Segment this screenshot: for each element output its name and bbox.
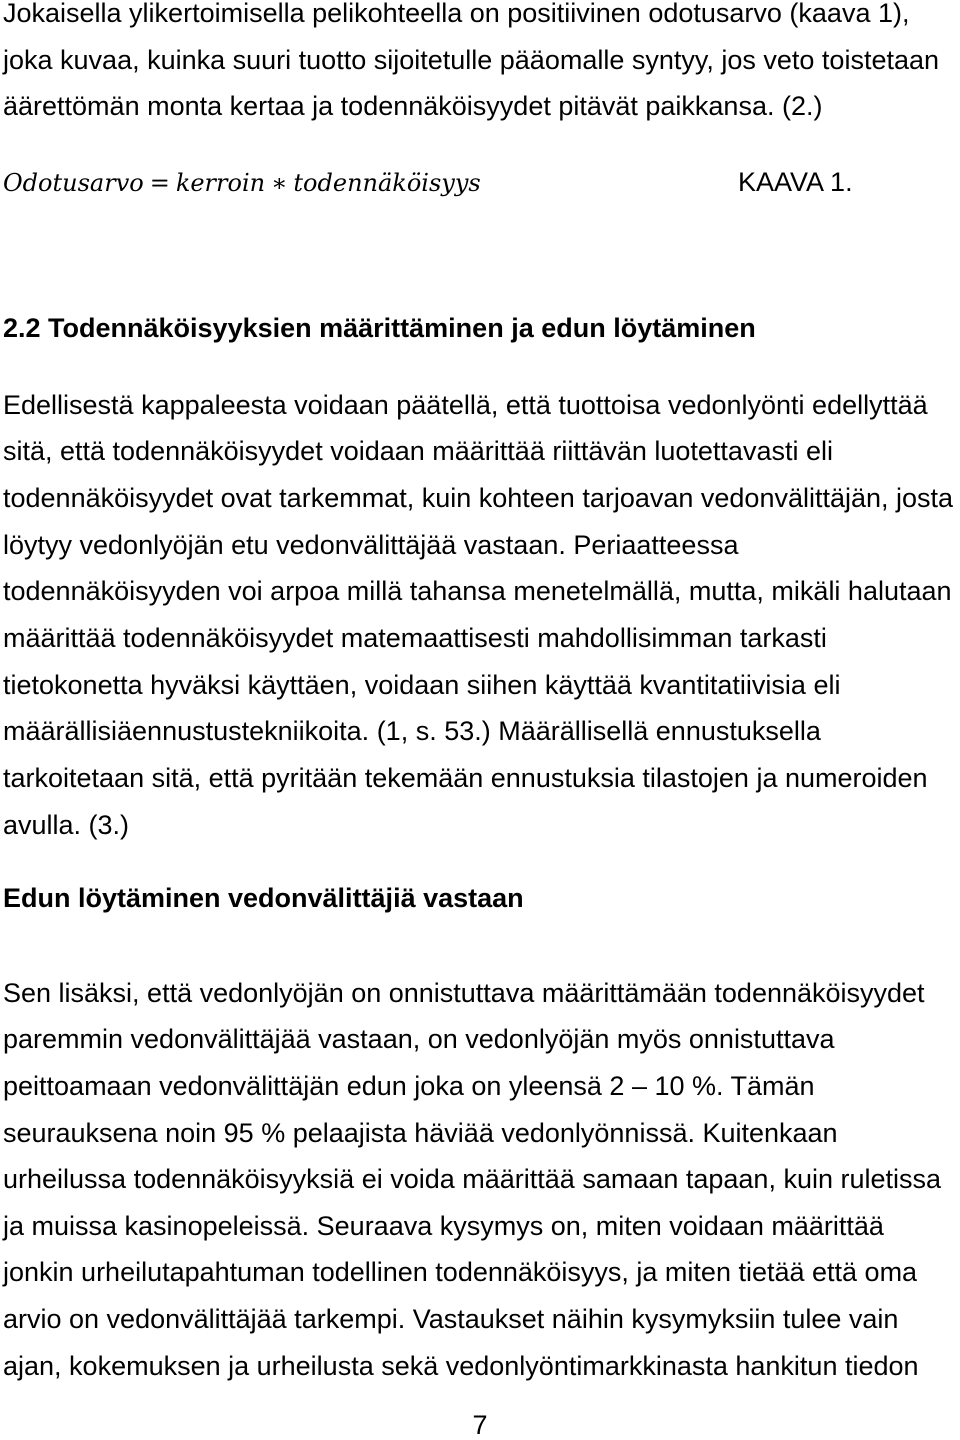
paragraph-line: joka kuvaa, kuinka suuri tuotto sijoitetulle pääomalle syntyy, jos veto toistetaan bbox=[3, 44, 940, 75]
paragraph-line: seurauksena noin 95 % pelaajista häviää vedonlyönnissä. Kuitenkaan bbox=[3, 1117, 838, 1148]
paragraph-line: arvio on vedonvälittäjää tarkempi. Vastaukset näihin kysymyksiin tulee vain bbox=[3, 1304, 899, 1335]
formula-row bbox=[3, 166, 958, 216]
formula bbox=[3, 169, 481, 197]
paragraph-line: Jokaisella ylikertoimisella pelikohteella on positiivinen odotusarvo (kaava 1), bbox=[3, 0, 910, 28]
paragraph-2 bbox=[3, 389, 958, 859]
paragraph-line: ja muissa kasinopeleissä. Seuraava kysymys on, miten voidaan määrittää bbox=[3, 1210, 884, 1241]
formula-lhs: Odotusarvo bbox=[3, 168, 144, 197]
paragraph-line: määrällisiäennustustekniikoita. (1, s. 53.) Määrällisellä ennustuksella bbox=[3, 716, 821, 747]
paragraph-line: ajan, kokemuksen ja urheilusta sekä vedonlyöntimarkkinasta hankitun tiedon bbox=[3, 1350, 919, 1381]
section-heading-block bbox=[3, 312, 958, 362]
subheading-block bbox=[3, 882, 958, 932]
paragraph-line: sitä, että todennäköisyydet voidaan määrittää riittävän luotettavasti eli bbox=[3, 436, 833, 467]
formula-factor-2: todennäköisyys bbox=[293, 168, 481, 197]
paragraph-line: Edellisestä kappaleesta voidaan päätellä, että tuottoisa vedonlyönti edellyttää bbox=[3, 389, 928, 420]
page-number: 7 bbox=[472, 1410, 488, 1440]
formula-equals: = bbox=[149, 168, 170, 197]
paragraph-line: paremmin vedonvälittäjää vastaan, on vedonlyöjän myös onnistuttava bbox=[3, 1024, 835, 1055]
paragraph-line: peittoamaan vedonvälittäjän edun joka on yleensä 2 – 10 %. Tämän bbox=[3, 1070, 815, 1101]
formula-factor-1: kerroin bbox=[175, 168, 266, 197]
paragraph-line: Sen lisäksi, että vedonlyöjän on onnistuttava määrittämään todennäköisyydet bbox=[3, 977, 925, 1008]
paragraph-line: tarkoitetaan sitä, että pyritään tekemään ennustuksia tilastojen ja numeroiden bbox=[3, 762, 928, 793]
section-heading: 2.2 Todennäköisyyksien määrittäminen ja edun löytäminen bbox=[3, 312, 756, 343]
paragraph-line: jonkin urheilutapahtuman todellinen todennäköisyys, ja miten tietää että oma bbox=[3, 1257, 918, 1288]
paragraph-1 bbox=[3, 0, 958, 140]
paragraph-3 bbox=[3, 977, 958, 1400]
paragraph-line: todennäköisyyden voi arpoa millä tahansa menetelmällä, mutta, mikäli halutaan bbox=[3, 576, 952, 607]
paragraph-line: määrittää todennäköisyydet matemaattisesti mahdollisimman tarkasti bbox=[3, 622, 827, 653]
paragraph-line: tietokonetta hyväksi käyttäen, voidaan siihen käyttää kvantitatiivisia eli bbox=[3, 669, 841, 700]
formula-operator: ∗ bbox=[271, 168, 288, 197]
paragraph-line: todennäköisyydet ovat tarkemmat, kuin kohteen tarjoavan vedonvälittäjän, josta bbox=[3, 483, 954, 513]
paragraph-line: äärettömän monta kertaa ja todennäköisyydet pitävät paikkansa. (2.) bbox=[3, 91, 823, 122]
formula-label: KAAVA 1. bbox=[738, 166, 853, 197]
paragraph-line: avulla. (3.) bbox=[3, 809, 130, 840]
paragraph-line: urheilussa todennäköisyyksiä ei voida määrittää samaan tapaan, kuin ruletissa bbox=[3, 1164, 942, 1195]
formula-block bbox=[3, 166, 958, 216]
paragraph-line: löytyy vedonlyöjän etu vedonvälittäjää vastaan. Periaatteessa bbox=[3, 529, 739, 560]
subsection-heading: Edun löytäminen vedonvälittäjiä vastaan bbox=[3, 882, 524, 913]
